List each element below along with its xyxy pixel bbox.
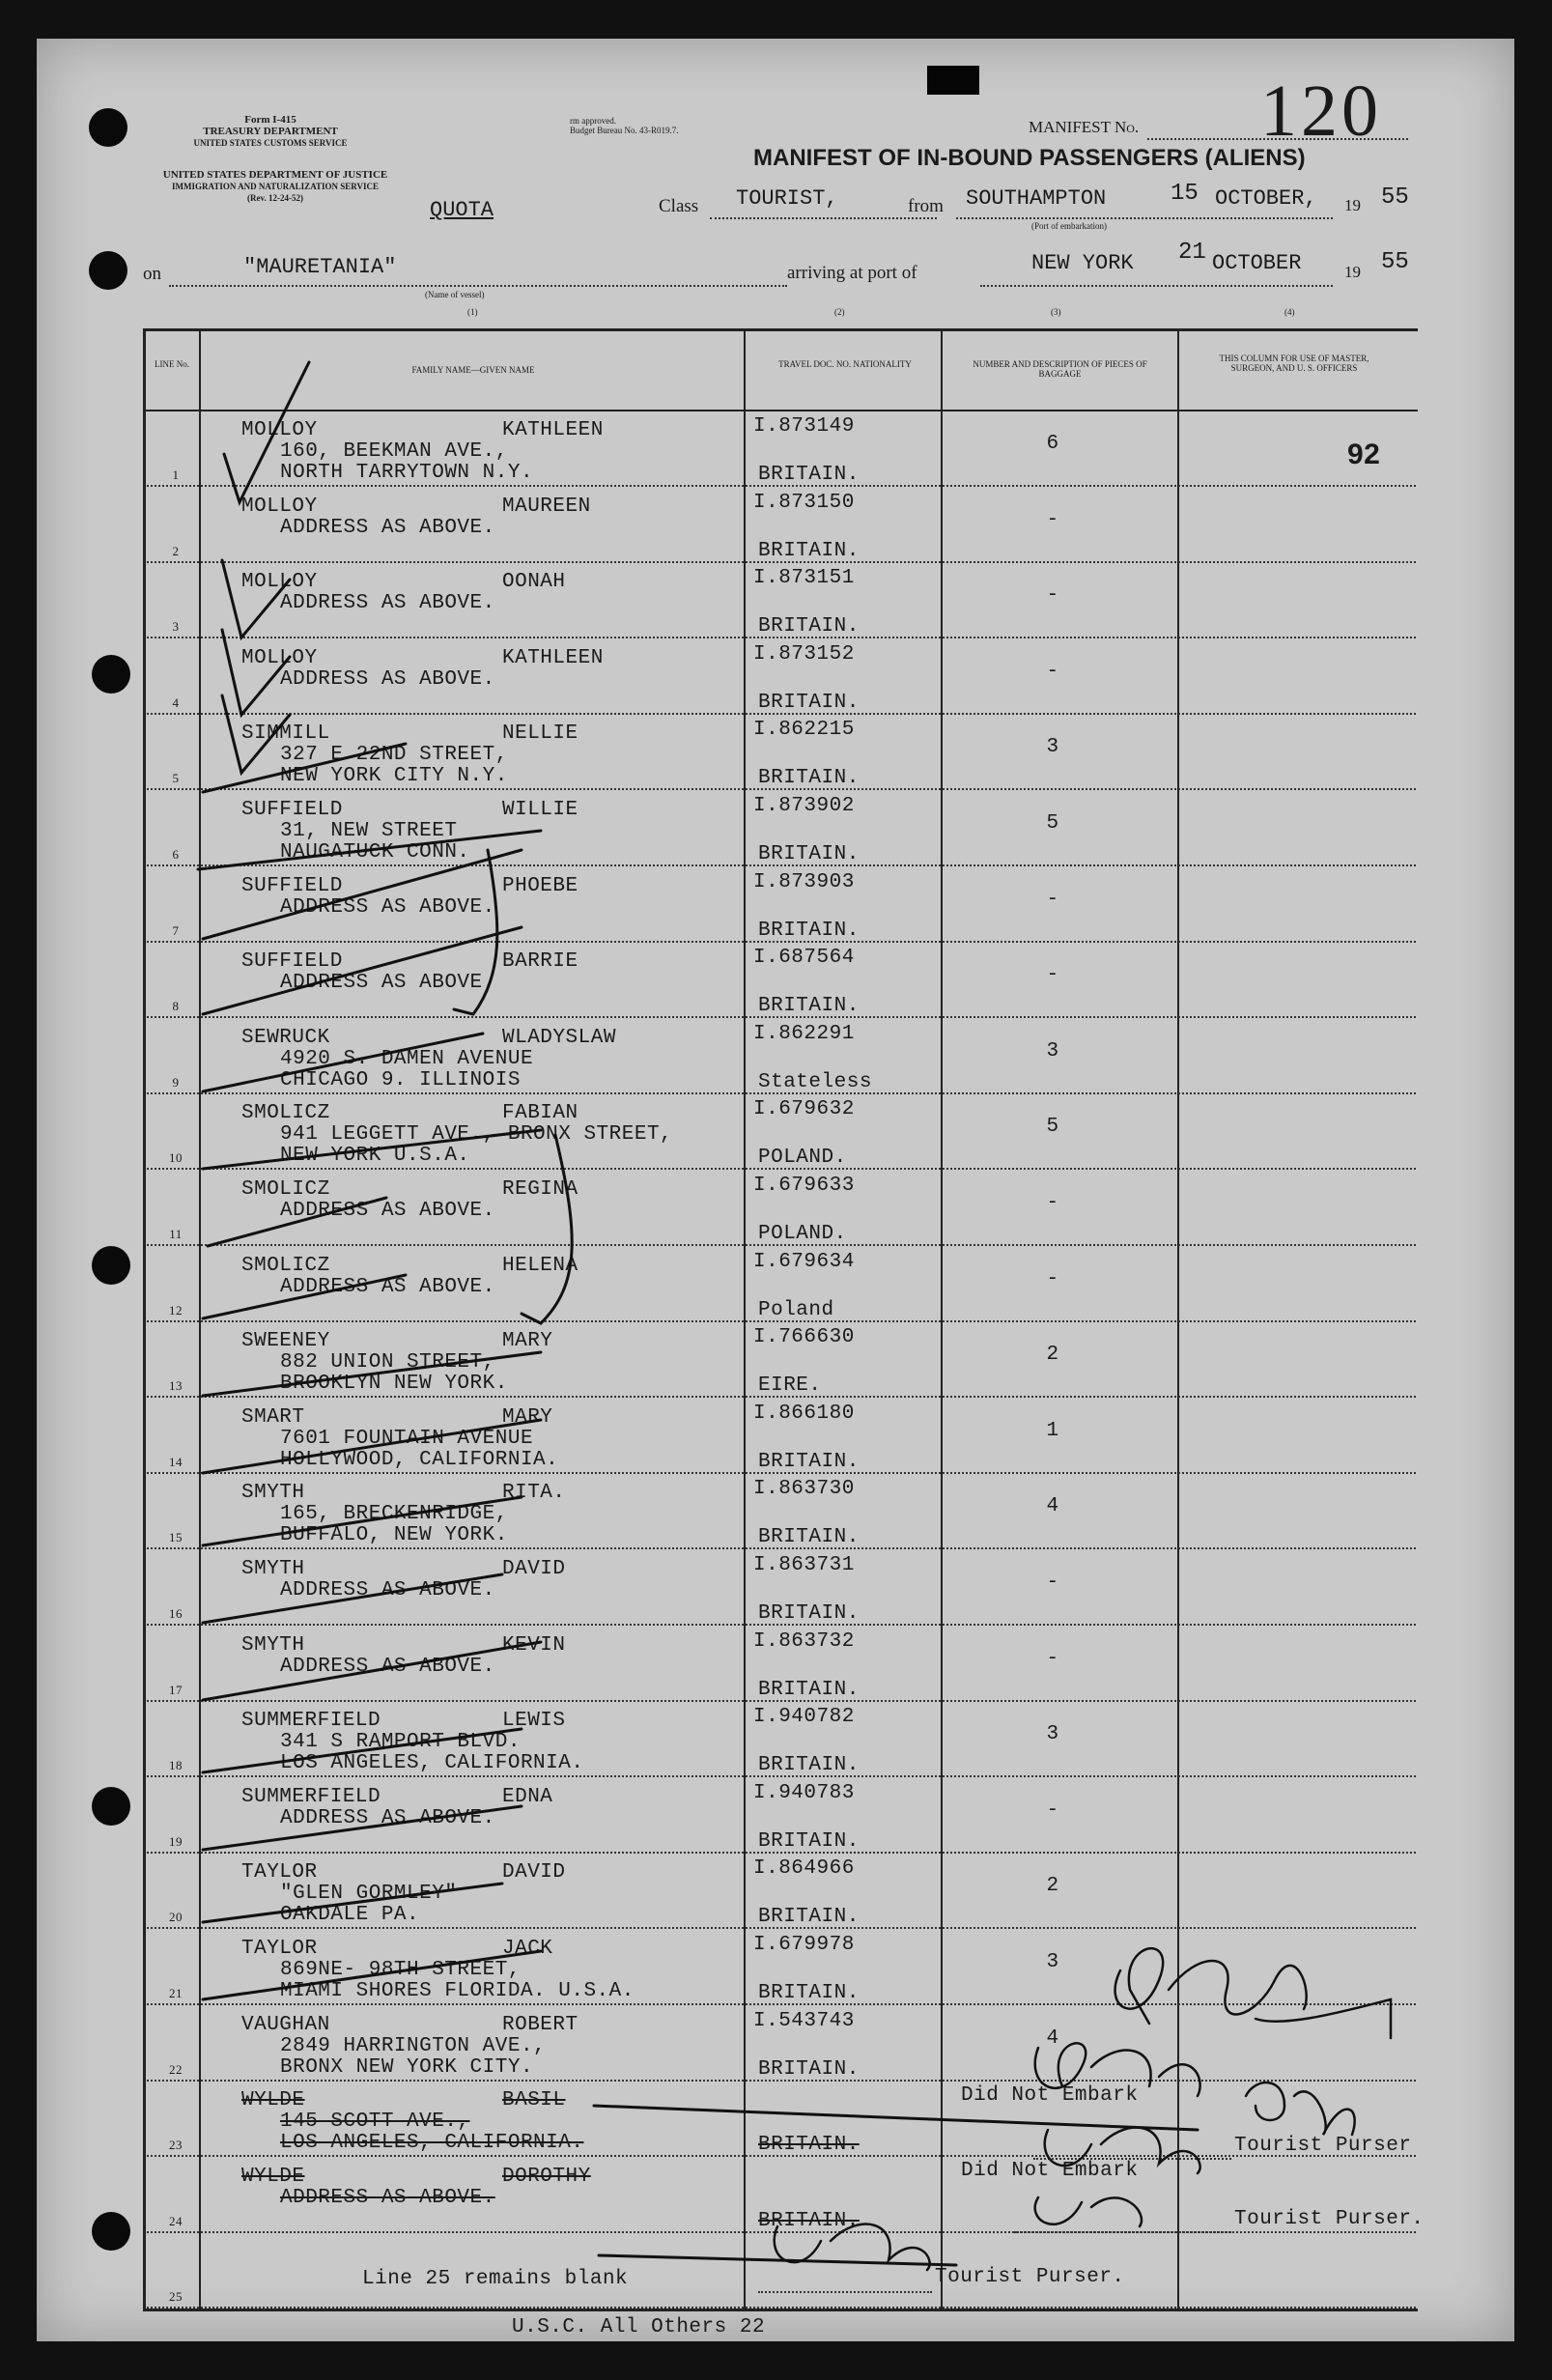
family-name: SMYTH (241, 1482, 305, 1504)
given-name: PHOEBE (502, 875, 578, 897)
travel-doc-number: I.863732 (753, 1630, 855, 1653)
footer-note: U.S.C. All Others 22 (512, 2316, 766, 2338)
given-name: MAUREEN (502, 496, 591, 518)
address-line-2: NAUGATUCK CONN. (280, 841, 470, 864)
nationality: BRITAIN. (758, 540, 860, 562)
baggage-count: - (1046, 889, 1059, 911)
embark-day: 15 (1171, 181, 1199, 207)
col-number-1: (1) (467, 307, 478, 317)
did-not-embark-note-2: Did Not Embark (961, 2160, 1139, 2182)
nationality: BRITAIN. (758, 767, 860, 789)
line-number: 23 (169, 2138, 183, 2152)
justice-rev: (Rev. 12-24-52) (247, 193, 303, 203)
address-line-1: 882 UNION STREET, (280, 1351, 495, 1374)
strike-stroke (203, 1034, 483, 1091)
strike-stroke (203, 1352, 541, 1396)
baggage-count: - (1046, 1648, 1059, 1670)
line-number: 11 (169, 1227, 183, 1241)
col-number-3: (3) (1051, 307, 1061, 317)
arrival-year: 55 (1381, 249, 1409, 275)
arrival-port: NEW YORK (1031, 251, 1134, 275)
travel-doc-number: I.873150 (753, 492, 855, 514)
address-line-2: LOS ANGELES, CALIFORNIA. (280, 2132, 584, 2154)
line-number: 5 (172, 771, 180, 785)
given-name: DOROTHY (502, 2166, 591, 2188)
address-line-1: 160, BEEKMAN AVE., (280, 440, 508, 463)
strike-stroke (599, 2255, 956, 2265)
family-name: WYLDE (241, 2166, 305, 2188)
strike-stroke (203, 1420, 541, 1473)
given-name: MARY (502, 1330, 553, 1352)
bracket-stroke (522, 1135, 572, 1323)
nationality: Poland (758, 1299, 834, 1321)
address-line-1: ADDRESS AS ABOVE. (280, 972, 495, 994)
address-line-2: HOLLYWOOD, CALIFORNIA. (280, 1449, 559, 1471)
given-name: KATHLEEN (502, 647, 604, 669)
strike-stroke (594, 2106, 1198, 2130)
on-label: on (143, 264, 161, 284)
family-name: SIMMILL (241, 722, 330, 745)
embark-port: SOUTHAMPTON (966, 186, 1107, 211)
family-name: SUFFIELD (241, 950, 343, 973)
header-line-no: LINE No. (155, 359, 189, 369)
baggage-count: - (1046, 964, 1059, 986)
address-line-1: 145 SCOTT AVE., (280, 2111, 470, 2133)
form-department: TREASURY DEPARTMENT (203, 126, 338, 137)
nationality: BRITAIN. (758, 1982, 860, 2004)
nationality: BRITAIN. (758, 1830, 860, 1853)
signature (1115, 1948, 1391, 2038)
nationality: BRITAIN. (758, 920, 860, 942)
line25-purser: Tourist Purser. (935, 2266, 1125, 2288)
nationality: Stateless (758, 1071, 872, 1093)
strike-stroke (203, 1497, 522, 1545)
embark-year-prefix: 19 (1344, 196, 1361, 214)
signature (1035, 2043, 1200, 2096)
address-line-1: 31, NEW STREET (280, 820, 458, 842)
col-number-4: (4) (1284, 307, 1295, 317)
strike-stroke (203, 1951, 541, 1999)
travel-doc-number: I.679633 (753, 1175, 855, 1197)
address-line-2: BUFFALO, NEW YORK. (280, 1524, 508, 1546)
baggage-count: - (1046, 661, 1059, 683)
manifest-title: MANIFEST OF IN-BOUND PASSENGERS (ALIENS) (753, 145, 1306, 171)
address-line-1: ADDRESS AS ABOVE. (280, 896, 495, 919)
line-number: 19 (169, 1834, 183, 1849)
baggage-count: 3 (1046, 1951, 1059, 1973)
travel-doc-number: I.679978 (753, 1934, 855, 1956)
baggage-count: - (1046, 1268, 1059, 1290)
address-line-1: ADDRESS AS ABOVE. (280, 592, 495, 614)
quota-label: QUOTA (430, 198, 494, 222)
line-number: 12 (169, 1303, 183, 1318)
address-line-1: ADDRESS AS ABOVE. (280, 2187, 495, 2209)
family-name: MOLLOY (241, 419, 318, 441)
travel-doc-number: I.679634 (753, 1251, 855, 1273)
nationality: BRITAIN. (758, 995, 860, 1017)
given-name: FABIAN (502, 1102, 578, 1124)
address-line-2: BROOKLYN NEW YORK. (280, 1373, 508, 1395)
did-not-embark-note-1: Did Not Embark (961, 2084, 1139, 2107)
nationality: EIRE. (758, 1374, 822, 1397)
signature (1035, 2197, 1142, 2226)
address-line-1: 7601 FOUNTAIN AVENUE (280, 1428, 534, 1450)
vessel-note: (Name of vessel) (425, 290, 485, 299)
travel-doc-number: I.873152 (753, 643, 855, 666)
header-travel-doc: TRAVEL DOC. NO. NATIONALITY (778, 359, 912, 369)
arrival-month: OCTOBER (1212, 251, 1302, 275)
baggage-count: - (1046, 1572, 1059, 1594)
line-number: 2 (172, 544, 180, 558)
family-name: MOLLOY (241, 647, 318, 669)
justice-service: IMMIGRATION AND NATURALIZATION SERVICE (172, 182, 379, 191)
nationality: BRITAIN. (758, 692, 860, 714)
line-number: 14 (169, 1455, 183, 1469)
line-number: 22 (169, 2062, 183, 2077)
address-line-2: MIAMI SHORES FLORIDA. U.S.A. (280, 1980, 635, 2002)
nationality: BRITAIN. (758, 843, 860, 865)
line-number: 1 (172, 468, 180, 482)
travel-doc-number: I.862215 (753, 719, 855, 741)
strike-stroke (203, 1130, 541, 1169)
baggage-count: 6 (1046, 433, 1059, 455)
travel-doc-number: I.687564 (753, 947, 855, 969)
address-line-2: NEW YORK U.S.A. (280, 1145, 470, 1167)
given-name: HELENA (502, 1255, 578, 1277)
address-line-1: ADDRESS AS ABOVE. (280, 1200, 495, 1222)
given-name: RITA. (502, 1482, 566, 1504)
strike-stroke (203, 927, 522, 1014)
line-number: 17 (169, 1683, 183, 1697)
officer-mark: 92 (1347, 439, 1381, 470)
header-baggage: NUMBER AND DESCRIPTION OF PIECES OF BAGGAGE (973, 359, 1147, 379)
line-number: 4 (172, 695, 180, 710)
travel-doc-number: I.679632 (753, 1098, 855, 1120)
from-label: from (908, 196, 944, 216)
baggage-count: - (1046, 509, 1059, 531)
baggage-count: 3 (1046, 1723, 1059, 1745)
family-name: SMART (241, 1406, 305, 1429)
strike-stroke (203, 1729, 522, 1772)
baggage-count: - (1046, 1192, 1059, 1214)
family-name: SMOLICZ (241, 1255, 330, 1277)
nationality: BRITAIN. (758, 1754, 860, 1776)
check-mark (222, 630, 290, 715)
address-line-2: NEW YORK CITY N.Y. (280, 765, 508, 787)
form-number: Form I-415 (244, 114, 296, 126)
line-number: 13 (169, 1378, 183, 1393)
given-name: REGINA (502, 1178, 578, 1201)
travel-doc-number: I.766630 (753, 1326, 855, 1348)
strike-stroke (203, 1806, 522, 1850)
family-name: SUMMERFIELD (241, 1786, 381, 1808)
arrival-day: 21 (1178, 240, 1206, 266)
travel-doc-number: I.940783 (753, 1782, 855, 1804)
address-line-2: NORTH TARRYTOWN N.Y. (280, 462, 534, 484)
baggage-count: 4 (1046, 1495, 1059, 1517)
travel-doc-number: I.543743 (753, 2010, 855, 2032)
line-number: 20 (169, 1910, 183, 1924)
nationality: BRITAIN. (758, 2058, 860, 2081)
address-line-1: 941 LEGGETT AVE., BRONX STREET, (280, 1123, 673, 1146)
nationality: BRITAIN. (758, 1679, 860, 1701)
strike-stroke (203, 1884, 502, 1922)
travel-doc-number: I.940782 (753, 1706, 855, 1728)
travel-doc-number: I.866180 (753, 1402, 855, 1425)
nationality: POLAND. (758, 1223, 847, 1245)
baggage-count: 5 (1046, 1116, 1059, 1138)
travel-doc-number: I.873149 (753, 415, 855, 438)
travel-doc-number: I.863731 (753, 1554, 855, 1576)
header-officers: THIS COLUMN FOR USE OF MASTER, SURGEON, AND U. S. OFFICERS (1219, 354, 1369, 373)
strike-stroke (203, 1574, 502, 1623)
address-line-1: 4920 S. DAMEN AVENUE (280, 1048, 534, 1070)
family-name: SUMMERFIELD (241, 1710, 381, 1732)
address-line-1: ADDRESS AS ABOVE. (280, 517, 495, 539)
family-name: MOLLOY (241, 496, 318, 518)
travel-doc-number: I.873903 (753, 871, 855, 893)
address-line-2: LOS ANGELES, CALIFORNIA. (280, 1752, 584, 1774)
given-name: NELLIE (502, 722, 578, 745)
address-line-1: 341 S RAMPORT BLVD. (280, 1731, 521, 1753)
check-mark (222, 560, 290, 638)
address-line-1: ADDRESS AS ABOVE. (280, 1807, 495, 1829)
travel-doc-number: I.864966 (753, 1857, 855, 1880)
line-number: 15 (169, 1530, 183, 1544)
given-name: WILLIE (502, 799, 578, 821)
baggage-count: 3 (1046, 736, 1059, 758)
given-name: LEWIS (502, 1710, 566, 1732)
line-number: 3 (172, 619, 180, 634)
embark-year: 55 (1381, 184, 1409, 211)
baggage-count: - (1046, 1799, 1059, 1822)
line-number: 21 (169, 1986, 183, 2000)
nationality: BRITAIN. (758, 1602, 860, 1625)
given-name: EDNA (502, 1786, 553, 1808)
nationality: BRITAIN. (758, 1451, 860, 1473)
given-name: OONAH (502, 571, 566, 593)
given-name: JACK (502, 1938, 553, 1960)
nationality: BRITAIN. (758, 615, 860, 638)
given-name: MARY (502, 1406, 553, 1429)
family-name: SMOLICZ (241, 1178, 330, 1201)
travel-doc-number: I.873902 (753, 795, 855, 817)
bracket-stroke (454, 850, 497, 1014)
address-line-1: ADDRESS AS ABOVE. (280, 668, 495, 691)
family-name: SMOLICZ (241, 1102, 330, 1124)
given-name: KATHLEEN (502, 419, 604, 441)
travel-doc-number: I.862291 (753, 1023, 855, 1045)
arrival-year-prefix: 19 (1344, 263, 1361, 281)
baggage-count: 2 (1046, 1344, 1059, 1366)
line-number: 6 (172, 847, 180, 862)
strike-stroke (203, 744, 406, 792)
address-line-1: ADDRESS AS ABOVE. (280, 1276, 495, 1298)
nationality: BRITAIN. (758, 2210, 860, 2232)
address-line-2: BRONX NEW YORK CITY. (280, 2056, 534, 2079)
family-name: MOLLOY (241, 571, 318, 593)
tourist-purser-note-2: Tourist Purser. (1234, 2208, 1425, 2230)
address-line-1: 165, BRECKENRIDGE, (280, 1503, 508, 1525)
address-line-1: "GLEN GORMLEY" (280, 1883, 458, 1905)
arriving-label: arriving at port of (787, 263, 917, 283)
budget-bureau-line: Budget Bureau No. 43-R019.7. (570, 126, 679, 135)
baggage-count: 4 (1046, 2027, 1059, 2050)
nationality: BRITAIN. (758, 464, 860, 486)
line-number: 18 (169, 1758, 183, 1772)
strike-stroke (203, 1275, 406, 1318)
line25-note: Line 25 remains blank (362, 2268, 629, 2290)
family-name: SMYTH (241, 1634, 305, 1657)
line-number: 24 (169, 2214, 183, 2228)
address-line-1: ADDRESS AS ABOVE. (280, 1579, 495, 1601)
given-name: DAVID (502, 1558, 566, 1580)
family-name: TAYLOR (241, 1861, 318, 1884)
travel-doc-number: I.873151 (753, 567, 855, 589)
nationality: BRITAIN. (758, 1906, 860, 1928)
address-line-1: 2849 HARRINGTON AVE., (280, 2035, 547, 2057)
line-number: 10 (169, 1150, 183, 1165)
address-line-1: 869NE- 98TH STREET, (280, 1959, 521, 1981)
given-name: BARRIE (502, 950, 578, 973)
family-name: WYLDE (241, 2089, 305, 2111)
strike-stroke (208, 1198, 386, 1246)
address-line-2: CHICAGO 9. ILLINOIS (280, 1069, 521, 1091)
family-name: SUFFIELD (241, 799, 343, 821)
line-number: 9 (172, 1075, 180, 1090)
nationality: BRITAIN. (758, 1526, 860, 1548)
check-mark (222, 695, 290, 773)
travel-doc-number: I.863730 (753, 1478, 855, 1500)
embark-month: OCTOBER, (1215, 186, 1317, 211)
family-name: SWEENEY (241, 1330, 330, 1352)
baggage-count: 1 (1046, 1420, 1059, 1442)
given-name: ROBERT (502, 2014, 578, 2036)
given-name: DAVID (502, 1861, 566, 1884)
baggage-count: 5 (1046, 812, 1059, 835)
class-value: TOURIST, (736, 186, 838, 211)
family-name: SUFFIELD (241, 875, 343, 897)
given-name: BASIL (502, 2089, 566, 2111)
family-name: VAUGHAN (241, 2014, 330, 2036)
family-name: TAYLOR (241, 1938, 318, 1960)
family-name: SEWRUCK (241, 1027, 330, 1049)
address-line-1: 327 E 22ND STREET, (280, 744, 508, 766)
header-name: FAMILY NAME—GIVEN NAME (411, 365, 535, 375)
col-number-2: (2) (834, 307, 845, 317)
family-name: SMYTH (241, 1558, 305, 1580)
baggage-count: 2 (1046, 1875, 1059, 1897)
manifest-no-label: MANIFEST No. (1029, 118, 1140, 136)
manifest-no-value: 120 (1260, 71, 1382, 152)
form-service: UNITED STATES CUSTOMS SERVICE (193, 138, 348, 148)
given-name: WLADYSLAW (502, 1027, 616, 1049)
nationality: POLAND. (758, 1147, 847, 1169)
address-line-2: OAKDALE PA. (280, 1904, 420, 1926)
tourist-purser-note-1: Tourist Purser (1234, 2135, 1412, 2157)
line-number: 16 (169, 1606, 183, 1621)
strike-stroke (203, 1642, 541, 1700)
signature (1246, 2082, 1355, 2135)
line-number: 25 (169, 2289, 183, 2304)
class-label: Class (659, 196, 699, 216)
signature (1045, 2128, 1200, 2173)
line-number: 8 (172, 999, 180, 1013)
line-number: 7 (172, 923, 180, 938)
approval-line: rm approved. (570, 116, 616, 126)
justice-dept: UNITED STATES DEPARTMENT OF JUSTICE (162, 169, 388, 181)
check-mark (224, 362, 309, 502)
vessel-name: "MAURETANIA" (243, 255, 397, 279)
given-name: KEVIN (502, 1634, 566, 1657)
baggage-count: 3 (1046, 1040, 1059, 1062)
address-line-1: ADDRESS AS ABOVE. (280, 1656, 495, 1678)
port-embarkation-note: (Port of embarkation) (1031, 221, 1107, 231)
baggage-count: - (1046, 584, 1059, 607)
nationality: BRITAIN. (758, 2134, 860, 2156)
